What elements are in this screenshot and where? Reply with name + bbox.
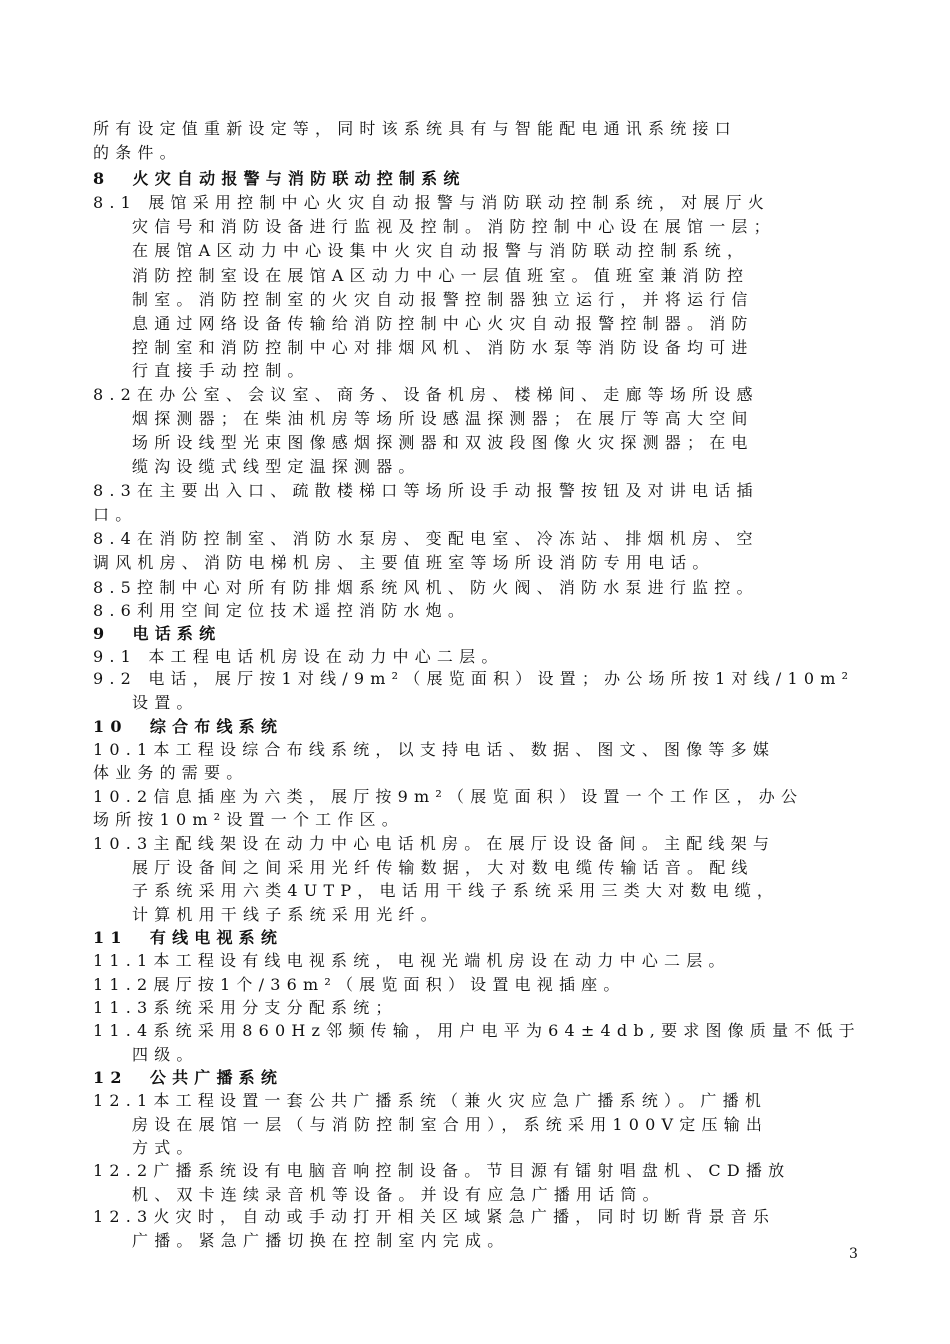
text-line: 灾信号和消防设备进行监视及控制。消防控制中心设在展馆一层； bbox=[132, 217, 776, 236]
text-line: 子系统采用六类4UTP，电话用干线子系统采用三类大对数电缆， bbox=[132, 881, 780, 900]
text-line: 9.1 本工程电话机房设在动力中心二层。 bbox=[93, 647, 504, 666]
text-line: 机、双卡连续录音机等设备。并设有应急广播用话筒。 bbox=[132, 1185, 665, 1204]
text-line: 口。 bbox=[93, 505, 138, 524]
text-line: 8.2在办公室、会议室、商务、设备机房、楼梯间、走廊等场所设感 bbox=[93, 385, 759, 404]
text-line: 调风机房、消防电梯机房、主要值班室等场所设消防专用电话。 bbox=[93, 553, 715, 572]
section-heading: 10 综合布线系统 bbox=[93, 717, 284, 736]
text-line: 10.2信息插座为六类，展厅按9m²（展览面积）设置一个工作区，办公 bbox=[93, 787, 804, 806]
text-line: 场所设线型光束图像感烟探测器和双波段图像火灾探测器；在电 bbox=[132, 433, 754, 452]
text-line: 8.4在消防控制室、消防水泵房、变配电室、冷冻站、排烟机房、空 bbox=[93, 529, 759, 548]
text-line: 四级。 bbox=[132, 1045, 199, 1064]
text-line: 12.1本工程设置一套公共广播系统（兼火灾应急广播系统）。广播机 bbox=[93, 1091, 768, 1110]
text-line: 计算机用干线子系统采用光纤。 bbox=[132, 905, 443, 924]
text-line: 体业务的需要。 bbox=[93, 763, 249, 782]
section-heading: 8 火灾自动报警与消防联动控制系统 bbox=[93, 169, 466, 188]
text-line: 行直接手动控制。 bbox=[132, 361, 310, 380]
text-line: 场所按10m²设置一个工作区。 bbox=[93, 810, 404, 829]
section-heading: 9 电话系统 bbox=[93, 624, 222, 643]
text-line: 广播。紧急广播切换在控制室内完成。 bbox=[132, 1231, 510, 1250]
text-line: 消防控制室设在展馆A区动力中心一层值班室。值班室兼消防控 bbox=[132, 266, 750, 285]
text-line: 方式。 bbox=[132, 1138, 199, 1157]
text-line: 8.3在主要出入口、疏散楼梯口等场所设手动报警按钮及对讲电话插 bbox=[93, 481, 759, 500]
text-line: 11.3系统采用分支分配系统； bbox=[93, 998, 398, 1017]
text-line: 12.2广播系统设有电脑音响控制设备。节目源有镭射唱盘机、CD播放 bbox=[93, 1161, 791, 1180]
text-line: 10.3主配线架设在动力中心电话机房。在展厅设设备间。主配线架与 bbox=[93, 834, 776, 853]
text-line: 所有设定值重新设定等，同时该系统具有与智能配电通讯系统接口 bbox=[93, 119, 737, 138]
text-line: 控制室和消防控制中心对排烟风机、消防水泵等消防设备均可进 bbox=[132, 338, 754, 357]
text-line: 制室。消防控制室的火灾自动报警控制器独立运行，并将运行信 bbox=[132, 290, 754, 309]
text-line: 设置。 bbox=[132, 693, 199, 712]
text-line: 息通过网络设备传输给消防控制中心火灾自动报警控制器。消防 bbox=[132, 314, 754, 333]
text-line: 缆沟设缆式线型定温探测器。 bbox=[132, 457, 421, 476]
text-line: 11.2展厅按1个/36m²（展览面积）设置电视插座。 bbox=[93, 975, 626, 994]
text-line: 的条件。 bbox=[93, 143, 182, 162]
text-line: 在展馆A区动力中心设集中火灾自动报警与消防联动控制系统， bbox=[132, 241, 750, 260]
text-line: 8.5控制中心对所有防排烟系统风机、防火阀、消防水泵进行监控。 bbox=[93, 578, 759, 597]
text-line: 8.1 展馆采用控制中心火灾自动报警与消防联动控制系统，对展厅火 bbox=[93, 193, 770, 212]
text-line: 烟探测器；在柴油机房等场所设感温探测器；在展厅等高大空间 bbox=[132, 409, 754, 428]
text-line: 11.4系统采用860Hz邻频传输，用户电平为64±4db,要求图像质量不低于 bbox=[93, 1021, 861, 1040]
text-line: 房设在展馆一层（与消防控制室合用），系统采用100V定压输出 bbox=[132, 1115, 769, 1134]
section-heading: 11 有线电视系统 bbox=[93, 928, 284, 947]
text-line: 展厅设备间之间采用光纤传输数据，大对数电缆传输话音。配线 bbox=[132, 858, 754, 877]
text-line: 8.6利用空间定位技术遥控消防水炮。 bbox=[93, 601, 471, 620]
text-line: 10.1本工程设综合布线系统，以支持电话、数据、图文、图像等多媒 bbox=[93, 740, 776, 759]
text-line: 12.3火灾时，自动或手动打开相关区域紧急广播，同时切断背景音乐 bbox=[93, 1207, 776, 1226]
text-line: 9.2 电话，展厅按1对线/9m²（展览面积）设置；办公场所按1对线/10m² bbox=[93, 669, 855, 688]
section-heading: 12 公共广播系统 bbox=[93, 1068, 284, 1087]
page-number: 3 bbox=[849, 1246, 858, 1262]
text-line: 11.1本工程设有线电视系统，电视光端机房设在动力中心二层。 bbox=[93, 951, 731, 970]
